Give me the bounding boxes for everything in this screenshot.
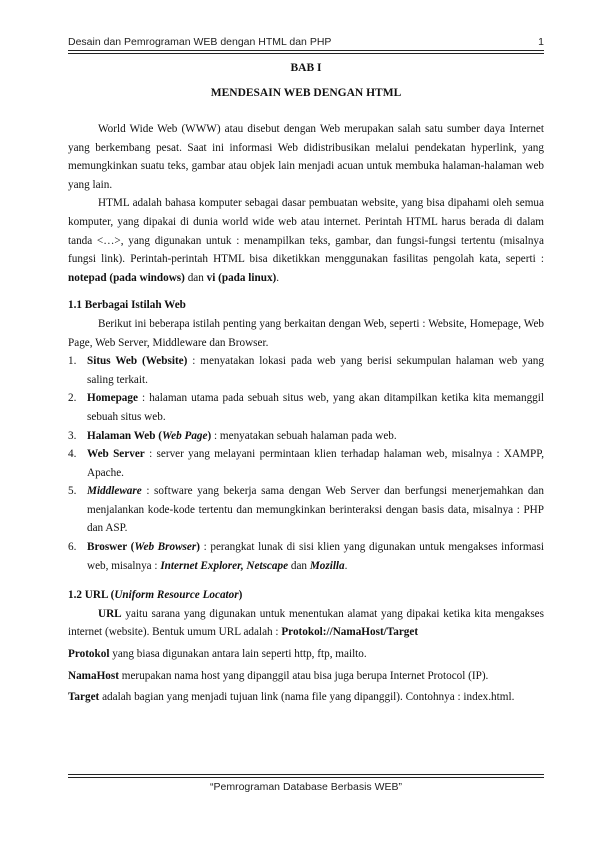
footer-rule — [68, 774, 544, 775]
header-rule — [68, 50, 544, 51]
term-web-browser: Web Browser — [134, 541, 197, 554]
term-website: Situs Web (Website) — [87, 355, 188, 368]
def-term: Target — [68, 691, 100, 704]
term-homepage: Homepage — [87, 392, 138, 405]
browser-examples: Internet Explorer, Netscape — [160, 559, 289, 572]
list-number: 6. — [68, 541, 77, 554]
intro-p2-mid: dan — [184, 271, 207, 284]
term-browser: Broswer ( — [87, 541, 135, 554]
list-number: 5. — [68, 485, 77, 498]
header-rule-secondary — [68, 53, 544, 54]
section-1-intro: Berikut ini beberapa istilah penting yang berkaitan dengan Web, seperti : Website, Homepage, Web Page, Web Server, Middleware dan Browser. — [68, 317, 544, 349]
list-item — [68, 482, 544, 538]
url-format: Protokol://NamaHost/Target — [281, 626, 419, 639]
term-desc-mid: dan — [288, 559, 310, 572]
header-title: Desain dan Pemrograman WEB dengan HTML dan PHP — [68, 36, 332, 48]
term-web-server: Web Server — [87, 448, 145, 461]
list-item — [68, 352, 544, 389]
list-number: 2. — [68, 392, 77, 405]
chapter-label: BAB I — [290, 62, 322, 74]
list-item — [68, 427, 544, 446]
intro-paragraph-1: World Wide Web (WWW) atau disebut dengan Web merupakan salah satu sumber daya Internet yang berkembang pesat. Saat ini informasi Web didistribusikan melalui pendekatan hyperlink, yang memungkinkan suatu teks, gambar atau objek lain menjadi acuan untuk membuka halaman-halaman web yang lain. — [68, 123, 544, 191]
browser-mozilla: Mozilla — [309, 559, 345, 572]
section-2-heading — [68, 586, 544, 605]
list-number: 1. — [68, 355, 77, 368]
url-desc: yaitu sarana yang digunakan untuk menentukan alamat yang dipakai ketika kita mengakses internet (website). Bentuk umum URL adalah : — [68, 607, 544, 639]
footer-rule-secondary — [68, 777, 544, 778]
term-web-page: Web Page — [162, 429, 208, 442]
section-2-heading-b: ) — [238, 589, 243, 602]
section-1-heading: 1.1 Berbagai Istilah Web — [68, 299, 186, 312]
page-body — [68, 60, 544, 707]
term-list — [68, 352, 544, 575]
term-desc-end: . — [344, 559, 348, 572]
term-url: URL — [98, 607, 122, 620]
intro-p2-vi: vi (pada linux) — [206, 271, 277, 284]
def-term: Protokol — [68, 648, 110, 661]
def-text: adalah bagian yang menjadi tujuan link (nama file yang dipanggil). Contohnya : index.html. — [99, 691, 515, 704]
term-desc: : server yang melayani permintaan klien terhadap halaman web, misalnya : XAMPP, Apache. — [87, 448, 544, 479]
intro-p2-text: HTML adalah bahasa komputer sebagai dasar pembuatan website, yang bisa dipahami oleh semua komputer, yang dipakai di dunia world wide web atau internet. Perintah HTML harus berada di dalam tanda <…>, yang digunakan untuk : menampilkan teks, gambar, dan fungsi-fungsi tertentu (misalnya fungsi link). Perintah-perintah HTML bisa diketikkan menggunakan fasilitas pengolah kata, seperti : — [68, 197, 544, 266]
section-2-heading-italic: Uniform Resource Locator — [114, 589, 239, 602]
page-footer: “Pemrograman Database Berbasis WEB” — [210, 781, 402, 793]
def-text: merupakan nama host yang dipanggil atau bisa juga berupa Internet Protocol (IP). — [118, 669, 489, 682]
def-text: yang biasa digunakan antara lain seperti http, ftp, mailto. — [109, 648, 367, 661]
list-item — [68, 445, 544, 482]
term-desc: : software yang bekerja sama dengan Web Server dan berfungsi menerjemahkan dan menjalankan kode-kode tertentu dan memungkinkan berinteraksi dengan basis data, misalnya : PHP dan ASP. — [87, 485, 544, 535]
list-number: 3. — [68, 429, 77, 442]
term-desc: : halaman utama pada sebuah situs web, yang akan ditampilkan ketika kita memanggil sebuah situs web. — [87, 392, 544, 423]
term-halaman-web: Halaman Web ( — [87, 429, 163, 442]
term-close-paren: ) — [196, 541, 200, 554]
section-2-intro — [68, 605, 544, 642]
term-desc: : perangkat lunak di sisi klien yang digunakan untuk mengakses informasi web, misalnya : — [87, 541, 544, 572]
definition-target — [68, 688, 544, 707]
list-item — [68, 389, 544, 426]
chapter-title: MENDESAIN WEB DENGAN HTML — [210, 87, 402, 99]
def-term: NamaHost — [68, 669, 119, 682]
term-close-paren: ) — [207, 429, 212, 442]
term-desc: : menyatakan sebuah halaman pada web. — [211, 429, 397, 442]
list-item — [68, 538, 544, 575]
section-2-heading-a: 1.2 URL ( — [68, 589, 115, 602]
definition-namahost — [68, 667, 544, 686]
term-middleware: Middleware — [87, 485, 142, 498]
term-desc: : menyatakan lokasi pada web yang berisi sekumpulan halaman web yang saling terkait. — [87, 355, 544, 386]
definition-protokol — [68, 645, 544, 664]
page-number: 1 — [538, 36, 544, 48]
intro-p2-end: . — [276, 271, 280, 284]
intro-p2-notepad: notepad (pada windows) — [68, 271, 185, 284]
list-number: 4. — [68, 448, 77, 461]
page-header — [68, 36, 544, 50]
intro-paragraph-2 — [68, 194, 544, 287]
